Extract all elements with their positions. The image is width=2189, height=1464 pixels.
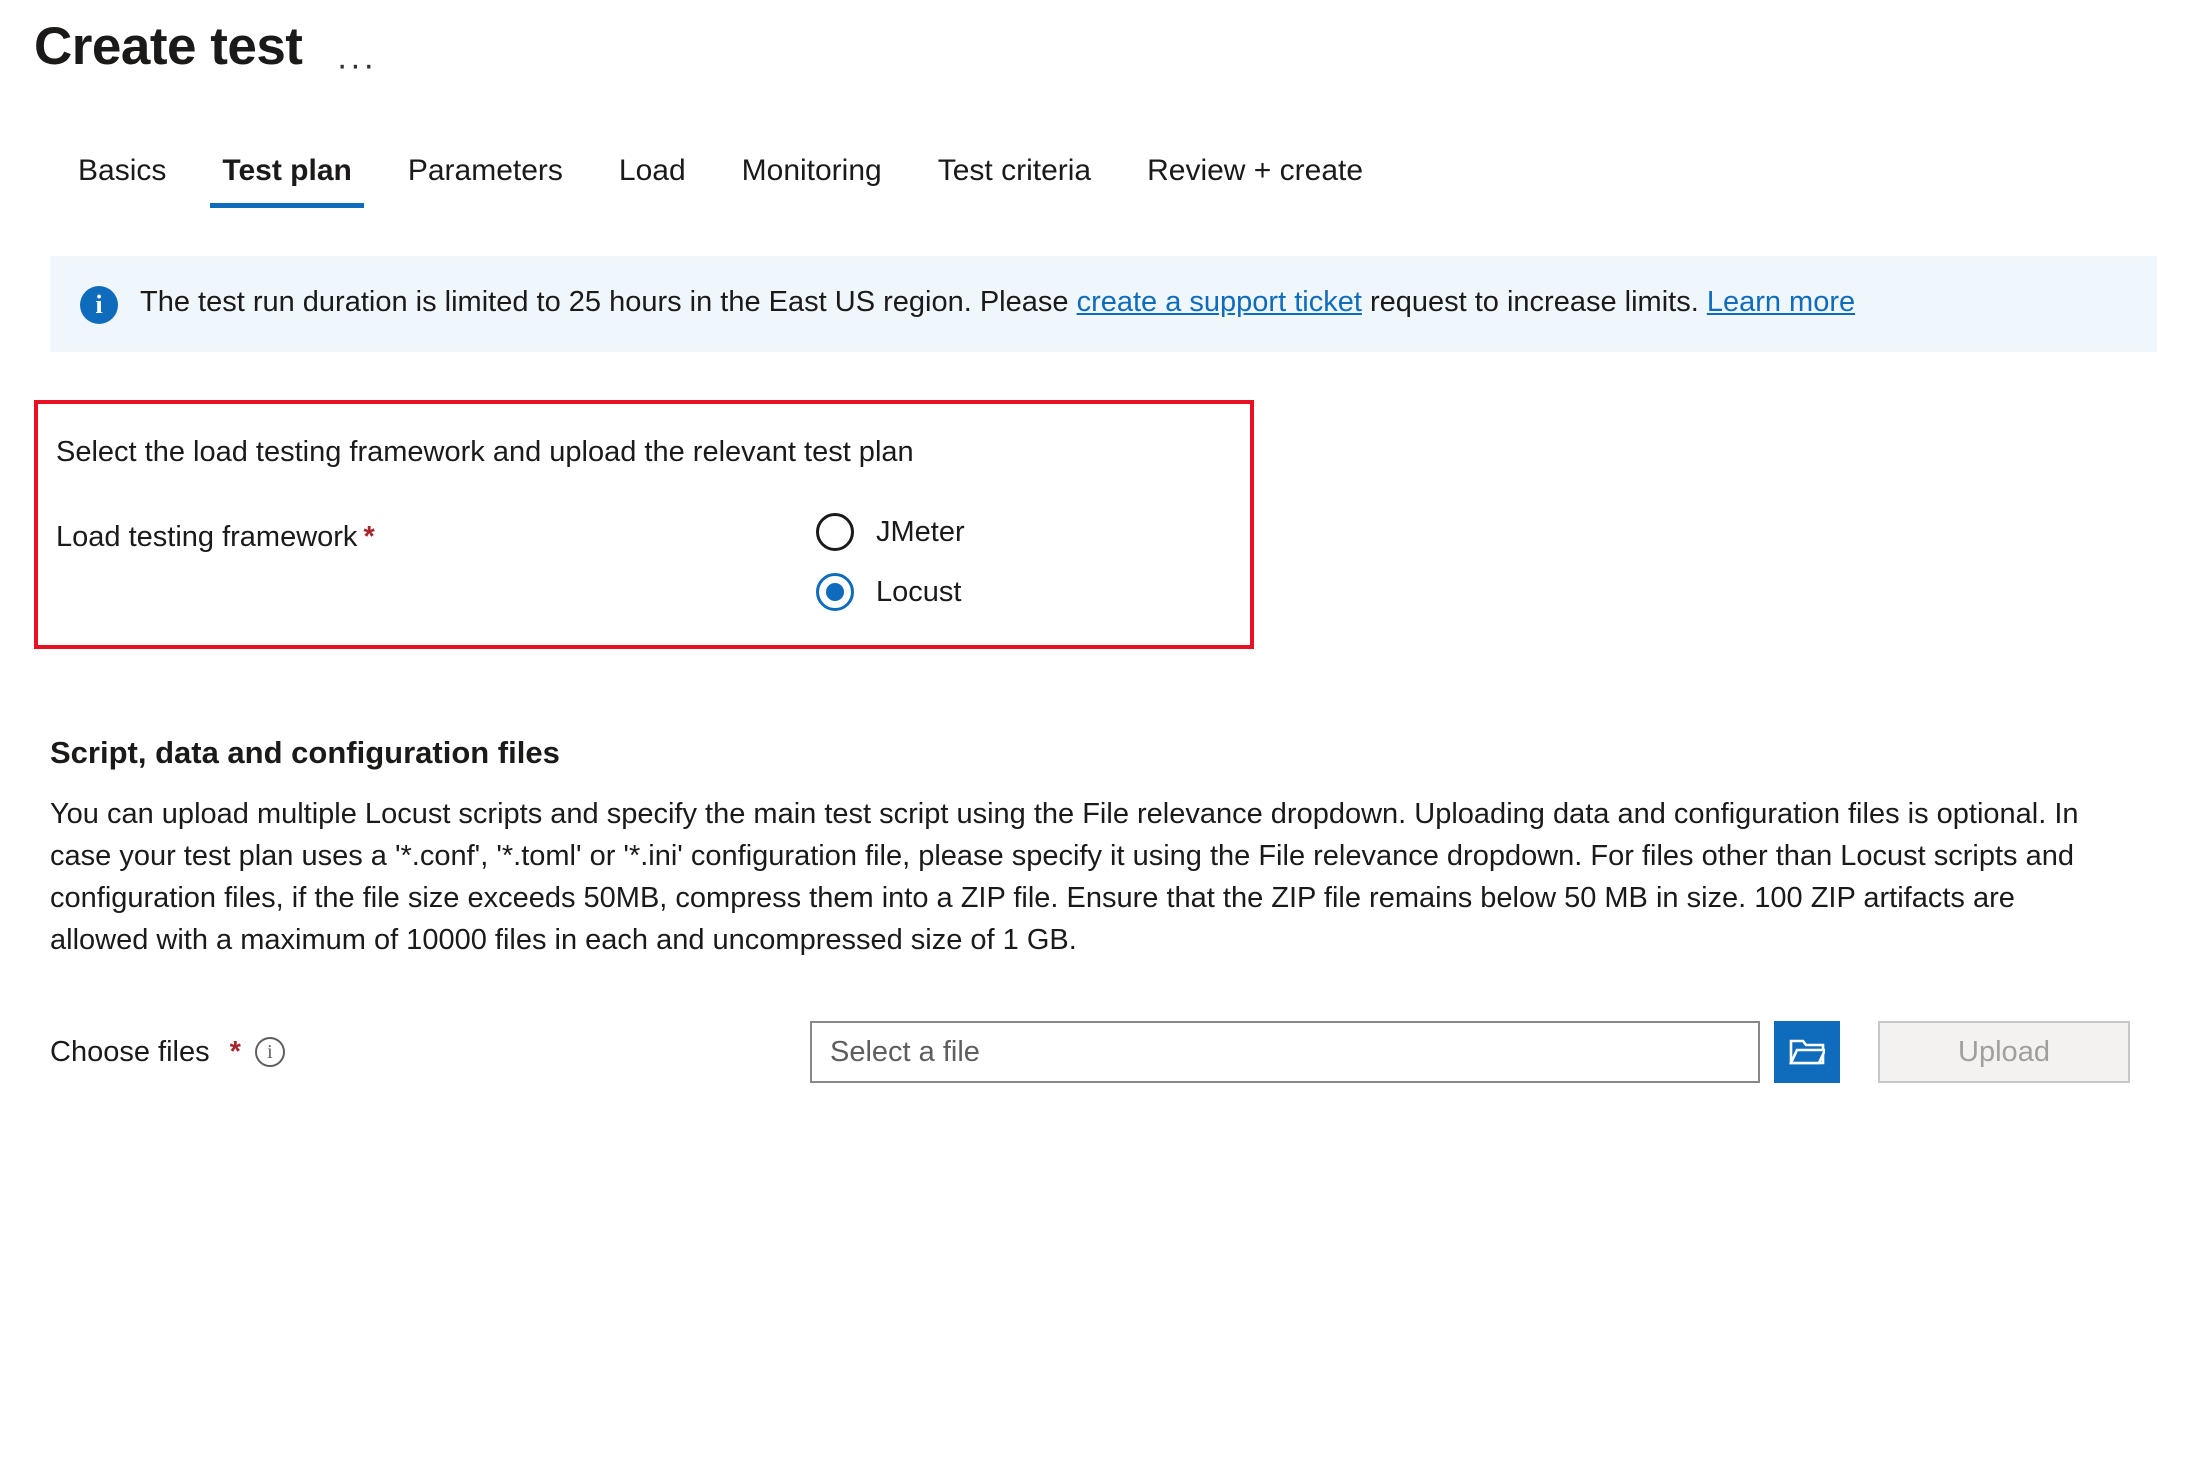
info-circle-icon[interactable]: i <box>255 1037 285 1067</box>
more-actions-button[interactable]: ··· <box>336 46 377 84</box>
radio-circle-icon-locust[interactable] <box>816 573 854 611</box>
info-icon: i <box>80 286 118 324</box>
title-row <box>0 0 2189 82</box>
info-banner-text <box>140 282 1855 323</box>
wizard-tabs <box>0 138 2189 208</box>
tab-basics[interactable]: Basics <box>78 154 167 187</box>
tab-test-plan[interactable]: Test plan <box>194 154 379 208</box>
upload-button[interactable]: Upload <box>1878 1021 2130 1083</box>
framework-radio-group <box>816 513 965 611</box>
choose-files-row <box>50 1021 2189 1083</box>
tab-load[interactable]: Load <box>618 154 686 187</box>
radio-option-jmeter[interactable] <box>816 513 965 551</box>
learn-more-link[interactable]: Learn more <box>1706 286 1856 318</box>
framework-label-text: Load testing framework <box>56 521 358 553</box>
script-section-description: You can upload multiple Locust scripts and specify the main test script using the File relevance dropdown. Uploading data and configuration files is optional. In case your test plan uses a '*.conf', '*.toml' or '*.ini' configuration file, please specify it using the File relevance dropdown. For files other than Locust scripts and configuration files, if the file size exceeds 50MB, compress them into a ZIP file. Ensure that the ZIP file remains below 50 MB in size. 100 ZIP artifacts are allowed with a maximum of 10000 files in each and uncompressed size of 1 GB. <box>50 798 2079 957</box>
tab-parameters[interactable]: Parameters <box>407 154 563 187</box>
script-section-title: Script, data and configuration files <box>50 735 560 770</box>
radio-circle-icon-jmeter[interactable] <box>816 513 854 551</box>
folder-open-icon <box>1789 1037 1825 1067</box>
info-banner-text-part2: request to increase limits. <box>1361 286 1707 318</box>
info-banner-text-part1: The test run duration is limited to 25 hours in the East US region. Please <box>140 286 1077 318</box>
browse-files-button[interactable] <box>1774 1021 1840 1083</box>
required-asterisk-files: * <box>229 1035 241 1068</box>
framework-field-label <box>56 513 816 554</box>
tab-monitoring[interactable]: Monitoring <box>741 154 882 187</box>
radio-label-jmeter: JMeter <box>876 515 965 548</box>
choose-files-label-text: Choose files <box>50 1035 210 1068</box>
framework-field-row <box>56 513 1250 611</box>
create-support-ticket-link[interactable]: create a support ticket <box>1076 286 1362 318</box>
radio-option-locust[interactable] <box>816 573 965 611</box>
choose-files-label <box>50 1036 810 1069</box>
framework-selection-group <box>34 400 1254 649</box>
info-banner <box>50 256 2157 352</box>
file-path-input[interactable] <box>810 1021 1760 1083</box>
tab-test-criteria[interactable]: Test criteria <box>937 154 1092 187</box>
radio-label-locust: Locust <box>876 575 962 608</box>
tab-review-create[interactable]: Review + create <box>1147 154 1364 187</box>
page-title: Create test <box>34 17 303 76</box>
script-files-section <box>50 735 2155 961</box>
required-asterisk: * <box>363 521 375 553</box>
framework-heading: Select the load testing framework and upload the relevant test plan <box>56 436 914 468</box>
